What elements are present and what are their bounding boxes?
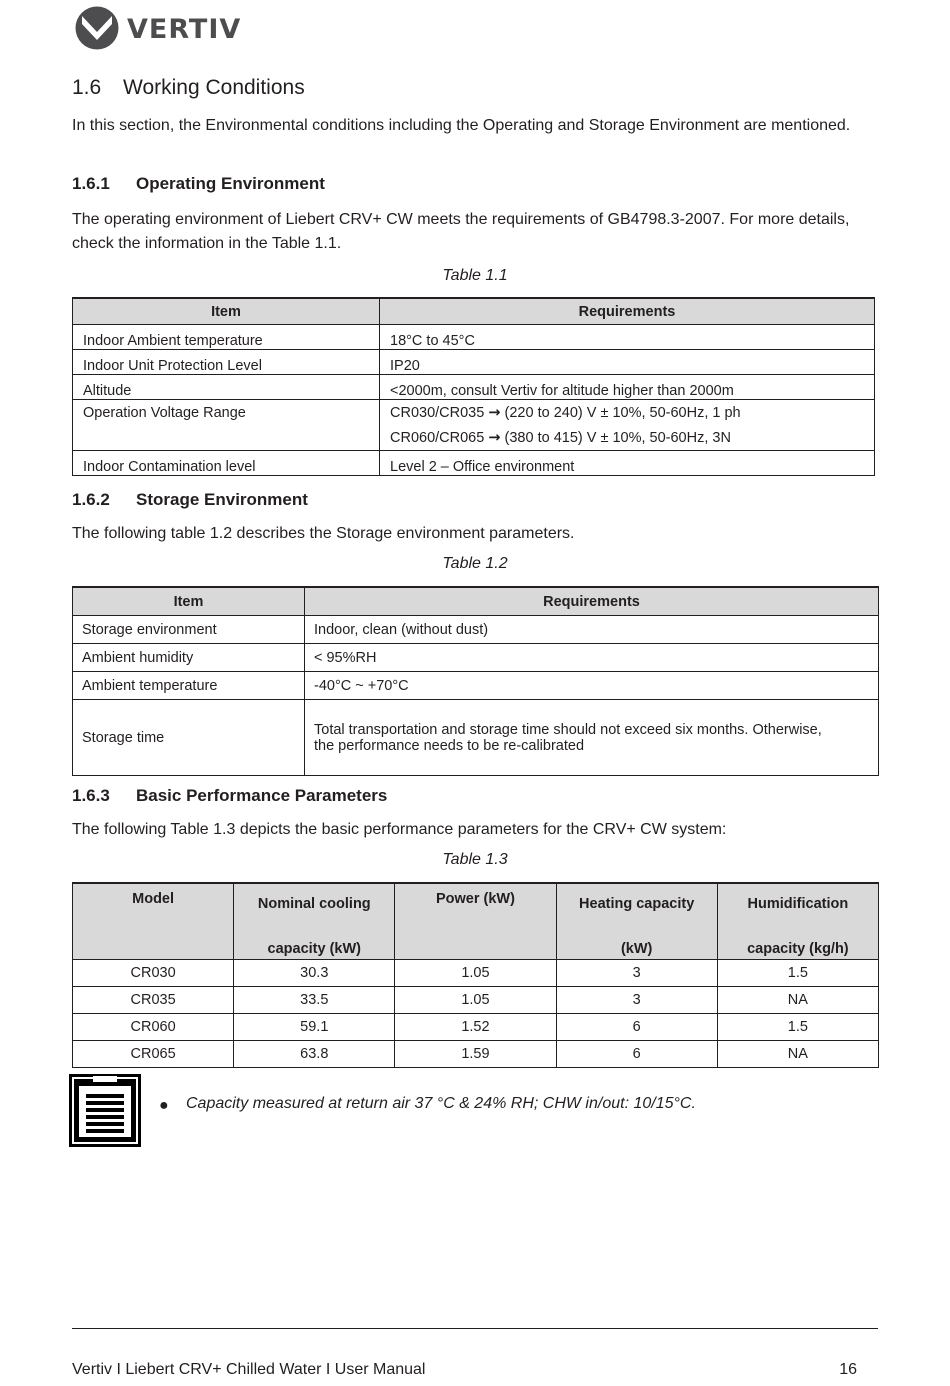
logo-text: VERTIV — [127, 13, 242, 45]
voltage-spec-2: (380 to 415) V ± 10%, 50-60Hz, 3N — [504, 430, 731, 446]
table-cell: 63.8 — [234, 1041, 395, 1068]
storage-heading — [72, 490, 308, 510]
table-cell-item: Indoor Contamination level — [73, 451, 380, 476]
table-1-3-caption: Table 1.3 — [442, 851, 508, 868]
table-cell: 6 — [556, 1014, 717, 1041]
operating-intro: The operating environment of Liebert CRV+ CW meets the requirements of GB4798.3-2007. For more details, check the information in the Table 1.1. — [72, 211, 850, 252]
table-cell-requirement: <2000m, consult Vertiv for altitude higher than 2000m — [380, 375, 875, 400]
footer-title: Vertiv I Liebert CRV+ Chilled Water I User Manual — [72, 1361, 426, 1378]
operating-heading — [72, 174, 325, 194]
page-number: 16 — [839, 1361, 857, 1378]
table-cell: 1.52 — [395, 1014, 556, 1041]
table-header-item: Item — [73, 298, 380, 325]
vertiv-logo-icon — [74, 6, 120, 50]
table-cell-item: Operation Voltage Range — [83, 405, 246, 421]
table-row — [73, 350, 875, 375]
table-row-storage-time — [73, 700, 879, 776]
table-cell: 1.05 — [395, 987, 556, 1014]
clipboard-note-icon — [69, 1072, 142, 1148]
table-header-model: Model — [73, 883, 234, 960]
performance-intro: The following Table 1.3 depicts the basic performance parameters for the CRV+ CW system: — [72, 821, 727, 838]
section-intro: In this section, the Environmental conditions including the Operating and Storage Environment are mentioned. — [72, 117, 851, 134]
table-cell-item: Ambient temperature — [73, 672, 305, 700]
section-number: 1.6 — [72, 76, 102, 99]
voltage-model-2: CR060/CR065 — [390, 430, 485, 446]
table-1-2-caption: Table 1.2 — [442, 555, 508, 572]
table-cell-requirement: < 95%RH — [305, 644, 879, 672]
table-cell: 33.5 — [234, 987, 395, 1014]
storage-number: 1.6.2 — [72, 490, 110, 509]
table-cell-requirement: IP20 — [380, 350, 875, 375]
table-row — [73, 1014, 879, 1041]
table-header-item: Item — [73, 587, 305, 616]
table-cell: CR060 — [73, 1014, 234, 1041]
table-header-power: Power (kW) — [395, 883, 556, 960]
table-cell-item: Altitude — [73, 375, 380, 400]
voltage-model-1: CR030/CR035 — [390, 405, 485, 421]
storage-time-line-1: Total transportation and storage time should not exceed six months. Otherwise, — [314, 721, 822, 738]
operating-table — [72, 297, 875, 476]
table-cell-item: Indoor Ambient temperature — [73, 325, 380, 350]
table-row — [73, 325, 875, 350]
table-header-heating: Heating capacity (kW) — [556, 883, 717, 960]
table-cell: NA — [717, 987, 878, 1014]
note-text: Capacity measured at return air 37 °C & 24% RH; CHW in/out: 10/15°C. — [186, 1095, 696, 1112]
storage-intro: The following table 1.2 describes the Storage environment parameters. — [72, 525, 575, 542]
section-title: Working Conditions — [123, 76, 305, 99]
performance-title: Basic Performance Parameters — [136, 786, 388, 805]
table-cell: 3 — [556, 960, 717, 987]
table-cell: 59.1 — [234, 1014, 395, 1041]
storage-time-line-2: the performance needs to be re-calibrated — [314, 737, 585, 754]
table-row — [73, 1041, 879, 1068]
operating-number: 1.6.1 — [72, 174, 110, 193]
table-cell: CR035 — [73, 987, 234, 1014]
table-cell-item: Ambient humidity — [73, 644, 305, 672]
table-row — [73, 672, 879, 700]
storage-title: Storage Environment — [136, 490, 308, 509]
voltage-line-1 — [390, 400, 874, 425]
table-cell: 1.5 — [717, 1014, 878, 1041]
table-cell-requirement: 18°C to 45°C — [380, 325, 875, 350]
table-cell-item: Indoor Unit Protection Level — [73, 350, 380, 375]
performance-heading — [72, 786, 387, 806]
table-cell: 1.5 — [717, 960, 878, 987]
table-header-requirements: Requirements — [380, 298, 875, 325]
table-row-voltage — [73, 400, 875, 451]
table-cell: CR030 — [73, 960, 234, 987]
table-cell: NA — [717, 1041, 878, 1068]
table-cell: 1.59 — [395, 1041, 556, 1068]
table-1-1-caption: Table 1.1 — [442, 267, 508, 284]
table-cell-requirement: Indoor, clean (without dust) — [305, 616, 879, 644]
table-cell: CR065 — [73, 1041, 234, 1068]
table-row — [73, 375, 875, 400]
operating-title: Operating Environment — [136, 174, 325, 193]
arrow-right-icon: → — [488, 405, 501, 421]
table-cell-requirement: Level 2 – Office environment — [380, 451, 875, 476]
table-row — [73, 644, 879, 672]
performance-number: 1.6.3 — [72, 786, 110, 805]
table-row — [73, 451, 875, 476]
table-header-cooling: Nominal cooling capacity (kW) — [234, 883, 395, 960]
table-header-humidification: Humidification capacity (kg/h) — [717, 883, 878, 960]
section-heading — [72, 76, 305, 100]
table-cell: 3 — [556, 987, 717, 1014]
table-cell: 6 — [556, 1041, 717, 1068]
performance-table — [72, 882, 879, 1068]
table-row — [73, 616, 879, 644]
footer-divider — [72, 1328, 878, 1329]
vertiv-logo — [74, 6, 241, 50]
table-cell-requirement: -40°C ~ +70°C — [305, 672, 879, 700]
table-cell: 30.3 — [234, 960, 395, 987]
table-cell-item: Storage environment — [73, 616, 305, 644]
table-row — [73, 960, 879, 987]
voltage-spec-1: (220 to 240) V ± 10%, 50-60Hz, 1 ph — [504, 405, 741, 421]
storage-table — [72, 586, 879, 776]
table-cell: 1.05 — [395, 960, 556, 987]
arrow-right-icon: → — [488, 430, 501, 446]
table-header-requirements: Requirements — [305, 587, 879, 616]
bullet-icon: ● — [159, 1097, 169, 1114]
table-row — [73, 987, 879, 1014]
table-cell-item: Storage time — [73, 700, 305, 776]
voltage-line-2 — [390, 425, 874, 450]
